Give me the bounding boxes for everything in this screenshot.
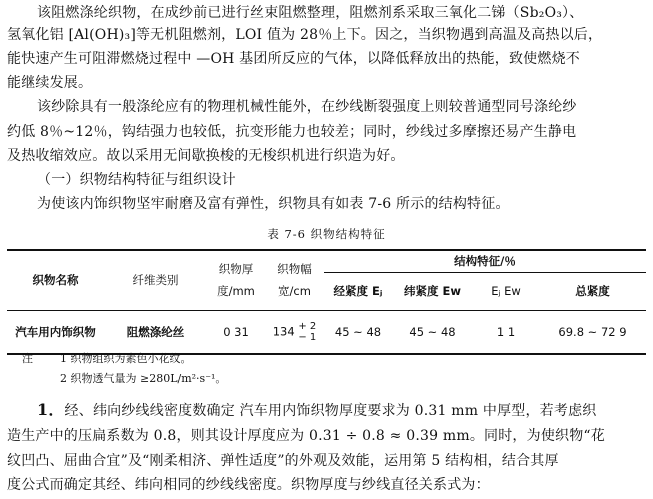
header-thickness-line-1: 织物厚: [218, 262, 254, 277]
paragraph-1-line-1: 该阻燃涤纶织物，在成纱前已进行丝束阻燃整理，阻燃剂系采取三氧化二锑（Sb₂O₃）、: [37, 5, 584, 21]
notes-label: 注: [22, 352, 33, 365]
header-weft-tightness: 纬紧度 Ew: [392, 272, 473, 310]
header-warp-tightness: 经紧度 Eⱼ: [324, 272, 392, 310]
note-2: 2 织物透气量为 ≥280L/m²·s⁻¹。: [60, 372, 227, 385]
paragraph-1-line-3: 能快速产生可阻滞燃烧过程中 —OH 基团所反应的气体，以降低释放出的热能，致使燃烧不: [7, 51, 580, 67]
header-width-line-2: 宽/cm: [278, 284, 311, 299]
cell-fabric-name: 汽车用内饰织物: [7, 310, 104, 354]
paragraph-4-line-3: 纹凹凸、屈曲合宜”及“刚柔相济、弹性适度”的外观及效能，运用第 5 结构相，结合其厚: [7, 453, 559, 469]
cell-total-tightness: 69.8 ~ 72 9: [539, 310, 646, 354]
structure-table: [7, 249, 646, 355]
cell-fiber-type: 阻燃涤纶丝: [104, 310, 207, 354]
paragraph-2-line-3: 及热收缩效应。故以采用无间歇换梭的无梭织机进行织造为好。: [7, 148, 405, 164]
paragraph-4-lead-number: 1．: [37, 400, 65, 419]
table-caption: 表 7-6 织物结构特征: [267, 227, 386, 241]
header-structure: 结构特征/％: [324, 250, 646, 272]
cell-tightness-ratio: 1 1: [473, 310, 539, 354]
paragraph-4-line-1: [37, 401, 596, 420]
note-1: 1 织物组织为素色小花纹。: [60, 352, 192, 365]
header-tightness-ratio: Eⱼ Ew: [473, 272, 539, 310]
header-thickness: [207, 250, 265, 310]
paragraph-4-line-2: 造生产中的压扁系数为 0.8，则其设计厚度应为 0.31 ÷ 0.8 ≈ 0.39 mm。同时，为使织物“花: [7, 428, 605, 444]
cell-width-minus: − 1: [298, 331, 317, 343]
cell-weft-tightness: 45 ~ 48: [392, 310, 473, 354]
cell-width-plus: + 2: [298, 320, 317, 332]
paragraph-4-line-1-text: 经、纬向纱线线密度数确定 汽车用内饰织物厚度要求为 0.31 mm 中厚型，若考虑织: [64, 403, 597, 419]
section-heading: （一）织物结构特征与组织设计: [37, 172, 236, 188]
header-width: [265, 250, 324, 310]
header-fabric-name: 织物名称: [7, 250, 104, 310]
header-width-line-1: 织物幅: [277, 262, 312, 277]
cell-width-value: 134: [272, 324, 295, 338]
header-total-tightness: 总紧度: [539, 272, 646, 310]
cell-warp-tightness: 45 ~ 48: [324, 310, 392, 354]
header-fiber-type: 纤维类别: [104, 250, 207, 310]
paragraph-1-line-4: 能继续发展。: [7, 75, 93, 91]
paragraph-2-line-1: 该纱除具有一般涤纶应有的物理机械性能外，在纱线断裂强度上则较普通型同号涤纶纱: [37, 99, 577, 115]
paragraph-1-line-2: 氢氧化铝 [Al(OH)₃]等无机阻燃剂，LOI 值为 28％上下。因之，当织物遇到高温及高热以后，: [7, 27, 603, 43]
header-thickness-line-2: 度/mm: [217, 284, 255, 299]
table-row: [7, 310, 646, 354]
paragraph-4-line-4: 度公式而确定其经、纬向相同的纱线线密度。织物厚度与纱线直径关系式为：: [7, 477, 490, 493]
cell-thickness: 0 31: [207, 310, 265, 354]
paragraph-3-line-1: 为使该内饰织物坚牢耐磨及富有弹性，织物具有如表 7-6 所示的结构特征。: [37, 196, 510, 212]
paragraph-2-line-2: 约低 8％~12％，钩结强力也较低，抗变形能力也较差；同时，纱线过多摩擦还易产生静电: [7, 124, 577, 140]
cell-width-tolerance: [298, 321, 316, 343]
cell-width: [265, 310, 324, 354]
